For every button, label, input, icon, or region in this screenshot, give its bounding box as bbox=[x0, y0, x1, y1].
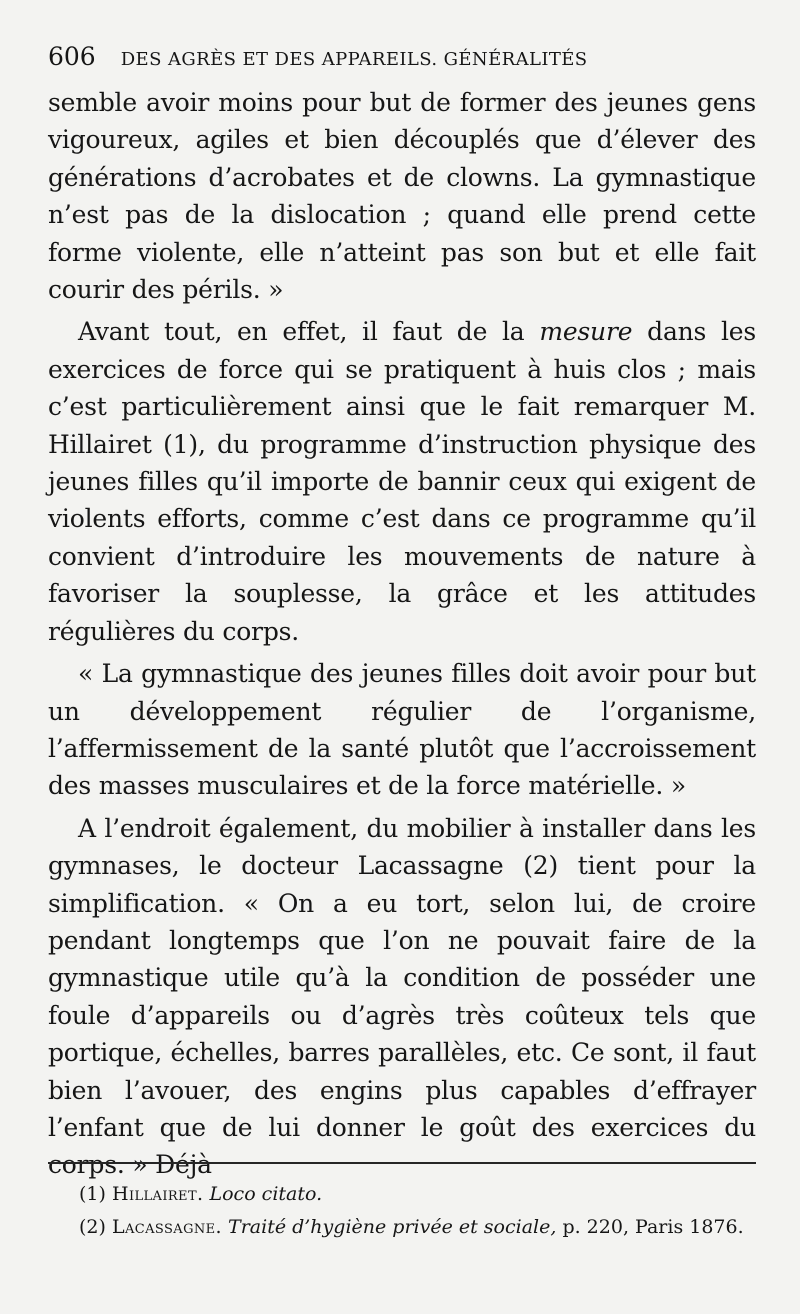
footnotes bbox=[48, 1178, 756, 1244]
footnote-1-author: Hillairet. bbox=[111, 1183, 204, 1205]
paragraph-3: « La gymnastique des jeunes filles doit avoir pour but un développement régulier de l’organisme, l’affermissement de la santé plutôt que l’accroissement des masses musculaires et de la force matérielle. » bbox=[48, 659, 756, 801]
page-number: 606 bbox=[48, 42, 96, 71]
footnote-2-tail: p. 220, Paris 1876. bbox=[562, 1216, 744, 1238]
footnote-2-author: Lacassagne. bbox=[111, 1216, 222, 1238]
paragraph-2-part-2: dans les exercices de force qui se pratiquent à huis clos ; mais c’est particulièrement ainsi que le fait remarquer M. Hillairet (1), du programme d’instruction physique des jeunes filles qu’il importe de bannir ceux qui exigent de violents efforts, comme c’est dans ce programme qu’il convient d’introduire les mouvements de nature à favoriser la souplesse, la grâce et les attitudes régulières du corps. bbox=[48, 317, 757, 646]
body-text bbox=[48, 84, 756, 1184]
footnote-1 bbox=[48, 1178, 756, 1211]
emphasized-word: mesure bbox=[539, 317, 633, 347]
footnote-2-marker: (2) bbox=[79, 1216, 106, 1238]
running-head: DES AGRÈS ET DES APPAREILS. GÉNÉRALITÉS bbox=[120, 49, 588, 70]
footnote-1-reference: Loco citato. bbox=[209, 1183, 323, 1205]
paragraph-2-part-1: Avant tout, en effet, il faut de la bbox=[78, 317, 525, 347]
paragraph-4: A l’endroit également, du mobilier à installer dans les gymnases, le docteur Lacassagne (2) tient pour la simplification. « On a eu tort, selon lui, de croire pendant longtemps que l’on ne pouvait faire de la gymnastique utile qu’à la condition de posséder une foule d’appareils ou d’agrès très coûteux tels que portique, échelles, barres parallèles, etc. Ce sont, il faut bien l’avouer, des engins plus capables d’effrayer l’enfant que de lui donner le goût des exercices du corps. » Déjà bbox=[48, 813, 756, 1180]
footnote-1-marker: (1) bbox=[79, 1183, 106, 1205]
page-header bbox=[48, 42, 758, 78]
footnote-rule bbox=[48, 1162, 756, 1164]
footnote-2-title: Traité d’hygiène privée et sociale, bbox=[228, 1216, 557, 1238]
paragraph-1: semble avoir moins pour but de former des jeunes gens vigoureux, agiles et bien découplés que d’élever des générations d’acrobates et de clowns. La gymnastique n’est pas de la dislocation ; quand elle prend cette forme violente, elle n’atteint pas son but et elle fait courir des périls. » bbox=[48, 88, 756, 305]
paragraph-2 bbox=[48, 313, 756, 650]
footnote-2 bbox=[48, 1211, 756, 1244]
